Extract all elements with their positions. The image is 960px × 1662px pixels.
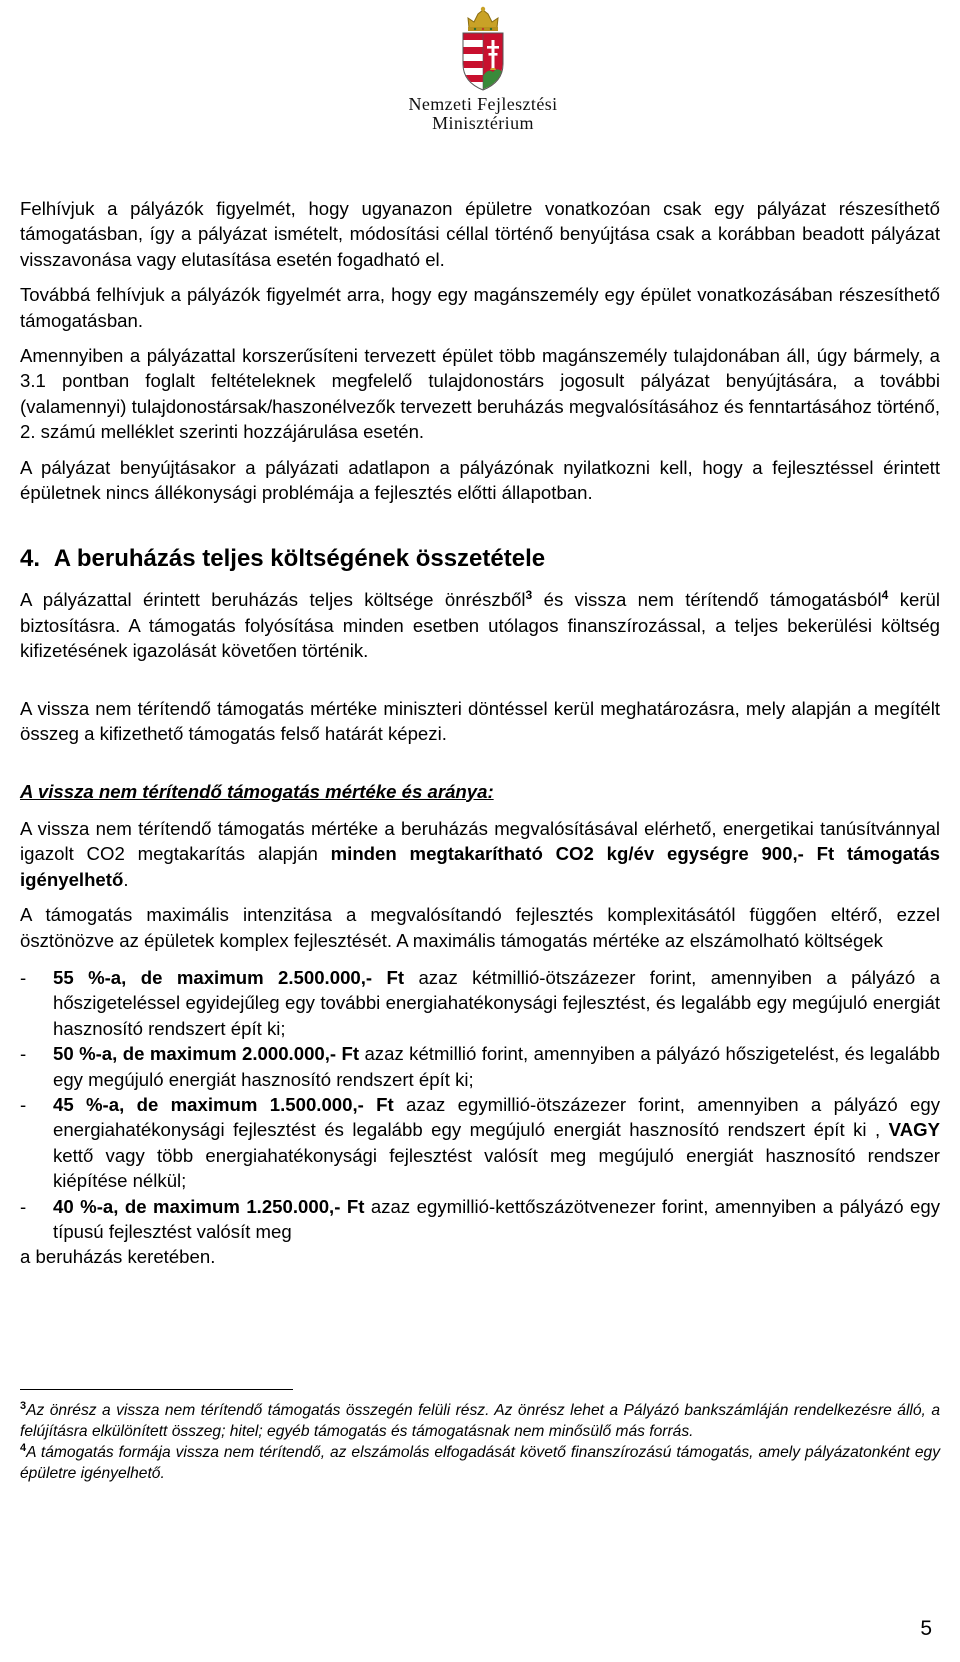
list-item-bold-vagy: VAGY bbox=[888, 1119, 940, 1141]
list-item bbox=[20, 1194, 940, 1245]
footnote-mark: 4 bbox=[20, 1442, 27, 1454]
list-dash: - bbox=[20, 966, 27, 988]
closing-line: a beruházás keretében. bbox=[20, 1246, 216, 1268]
list-item-bold: 50 %-a, de maximum 2.000.000,- Ft bbox=[53, 1043, 360, 1065]
footnote-ref-4: 4 bbox=[881, 588, 889, 603]
paragraph-3: Amennyiben a pályázattal korszerűsíteni tervezett épület több magánszemély tulajdonában áll, úgy bármely, a 3.1 pontban foglalt feltételeknek megfelelő tulajdonostárs jogosult pályázat benyújtására, a további (valamennyi) tulajdonostársak/haszonélvezők tervezett beruházás megvalósításához és fenntartásához történő, 2. számú melléklet szerinti hozzájárulása esetén. bbox=[20, 345, 940, 443]
list-item-bold: 55 %-a, de maximum 2.500.000,- Ft bbox=[53, 966, 405, 988]
list-item bbox=[20, 1092, 940, 1194]
paragraph-4: A pályázat benyújtásakor a pályázati adatlapon a pályázónak nyilatkozni kell, hogy a fejlesztéssel érintett épületnek nincs állékonysági problémája a fejlesztés előtti állapotban. bbox=[20, 456, 940, 504]
list-item bbox=[20, 1041, 940, 1092]
section-paragraph-3-end: . bbox=[123, 868, 129, 890]
list-item-text-2: kettő vagy több energiahatékonysági fejlesztést valósít meg megújuló energiát hasznosító rendszer kiépítése nélkül; bbox=[53, 1144, 940, 1192]
section-paragraph-3 bbox=[20, 816, 940, 892]
section-paragraph-2: A vissza nem térítendő támogatás mértéke miniszteri döntéssel kerül meghatározásra, mely alapján a megítélt összeg a kifizethető támogatás felső határát képezi. bbox=[20, 697, 940, 745]
hungarian-coat-of-arms-icon bbox=[460, 6, 506, 92]
paragraph-2: Továbbá felhívjuk a pályázók figyelmét arra, hogy egy magánszemély egy épület vonatkozásában részesíthető támogatásban. bbox=[20, 284, 940, 331]
list-dash: - bbox=[20, 1043, 27, 1065]
footnote-3 bbox=[20, 1400, 940, 1442]
list-item-bold: 40 %-a, de maximum 1.250.000,- Ft bbox=[53, 1195, 365, 1217]
subheading-text: A vissza nem térítendő támogatás mértéke és aránya: bbox=[20, 780, 494, 802]
section-paragraph-1-part1: A pályázattal érintett beruházás teljes költsége önrészből bbox=[20, 589, 526, 611]
support-rate-list bbox=[20, 965, 940, 1244]
footnote-text: A támogatás formája vissza nem térítendő, az elszámolás elfogadását követő finanszírozású támogatás, amely pályázatonként egy épületre igényelhető. bbox=[20, 1444, 940, 1482]
section-paragraph-1-part2: és vissza nem térítendő támogatásból bbox=[532, 589, 882, 611]
list-dash: - bbox=[20, 1093, 27, 1115]
section-paragraph-4: A támogatás maximális intenzitása a megvalósítandó fejlesztés komplexitásától függően eltérő, ezzel ösztönözve az épületek komplex fejlesztését. A maximális támogatás mértéke az elszámolható költségek bbox=[20, 904, 940, 951]
section-paragraph-1 bbox=[20, 587, 940, 663]
section-paragraph-3-text: A vissza nem térítendő támogatás mértéke a beruházás megvalósításával elérhető, energetikai tanúsítvánnyal igazolt CO2 megtakarítás alapján bbox=[20, 817, 940, 865]
footnote-ref-3: 3 bbox=[525, 588, 533, 603]
document-body bbox=[20, 196, 940, 1270]
list-item-text: azaz kétmillió-ötszázezer forint, amennyiben a pályázó a hőszigeteléssel egyidejűleg egy további energiahatékonysági fejlesztést, és legalább egy megújuló energiát hasznosító rendszert épít ki; bbox=[53, 966, 940, 1039]
list-item bbox=[20, 965, 940, 1041]
section-paragraph-1-part3: kerül biztosításra. A támogatás folyósítása minden esetben utólagos finanszírozással, a teljes bekerülési költség kifizetésének igazolását követően történik. bbox=[20, 589, 941, 662]
section-number: 4. bbox=[20, 545, 41, 573]
ministry-name-line1: Nemzeti Fejlesztési bbox=[408, 94, 558, 114]
ministry-name bbox=[388, 95, 578, 133]
subheading bbox=[20, 779, 940, 804]
footnote-separator bbox=[20, 1389, 293, 1390]
footnote-4 bbox=[20, 1442, 940, 1484]
page-number: 5 bbox=[920, 1617, 932, 1640]
footnote-text: Az önrész a vissza nem térítendő támogatás összegén felüli rész. Az önrész lehet a Pályázó bankszámláján rendelkezésre álló, a felújításra elkülönített összeg; hitel; egyéb támogatás és támogatásnak nem minősülő más forrás. bbox=[20, 1402, 940, 1440]
section-title: A beruházás teljes költségének összetétele bbox=[53, 545, 546, 573]
footnote-mark: 3 bbox=[20, 1400, 27, 1412]
list-item-text: azaz kétmillió forint, amennyiben a pályázó hőszigetelést, és legalább egy megújuló energiát hasznosító rendszert épít ki; bbox=[53, 1043, 940, 1090]
list-item-bold: 45 %-a, de maximum 1.500.000,- Ft bbox=[53, 1093, 394, 1115]
list-item-text: azaz egymillió-ötszázezer forint, amennyiben a pályázó egy energiahatékonysági fejlesztést és legalább egy megújuló energiát hasznosító rendszert épít ki , bbox=[53, 1093, 940, 1141]
section-paragraph-3-bold: minden megtakarítható CO2 kg/év egységre 900,- Ft támogatás igényelhető bbox=[20, 843, 940, 890]
paragraph-1: Felhívjuk a pályázók figyelmét, hogy ugyanazon épületre vonatkozóan csak egy pályázat részesíthető támogatásban, így a pályázat ismételt, módosítási céllal történő benyújtása csak a korábban beadott pályázat visszavonása vagy elutasítása esetén fogadható el. bbox=[20, 198, 940, 270]
list-dash: - bbox=[20, 1195, 27, 1217]
ministry-header bbox=[388, 6, 578, 133]
list-item-text: azaz egymillió-kettőszázötvenezer forint, amennyiben a pályázó egy típusú fejlesztést valósít meg bbox=[53, 1195, 940, 1242]
section-heading bbox=[20, 545, 940, 573]
ministry-name-line2: Minisztérium bbox=[432, 113, 534, 133]
footnotes bbox=[20, 1400, 940, 1484]
